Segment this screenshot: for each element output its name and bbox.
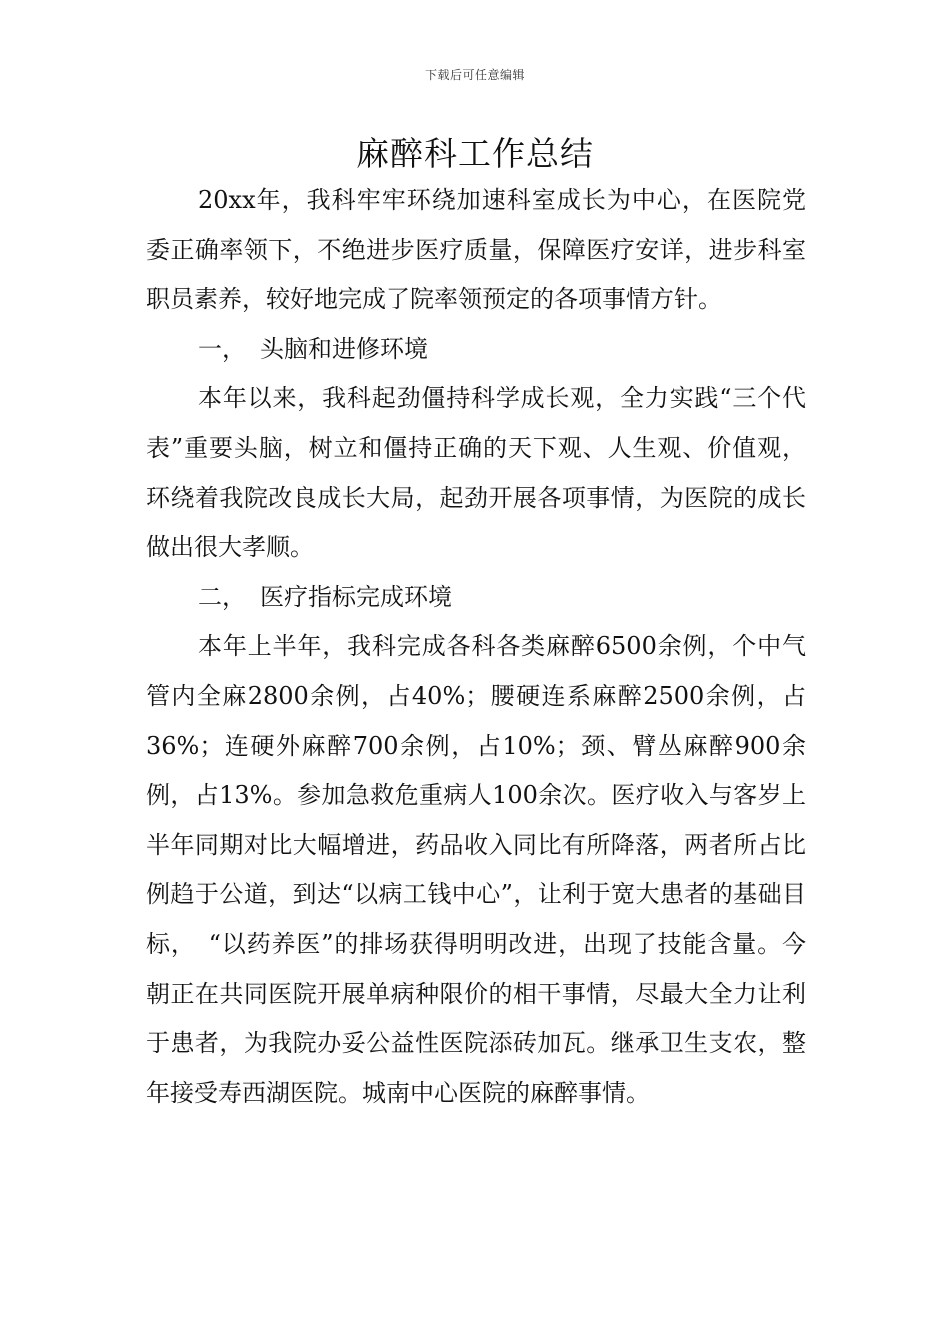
header-note: 下载后可任意编辑 xyxy=(424,68,525,82)
document-title: 麻醉科工作总结 xyxy=(356,134,594,173)
section-paragraph-2: 本年上半年，我科完成各科各类麻醉6500余例，个中气管内全麻2800余例，占40%；腰硬连系麻醉2500余例，占36%；连硬外麻醉700余例，占10%；颈、臂丛麻醉900余例，占13%。参加急救危重病人100余次。医疗收入与客岁上半年同期对比大幅增进，药品收入同比有所降落，两者所占比例趋于公道，到达“以病工钱中心”，让利于宽大患者的基础目标， “以药养医”的排场获得明明改进，出现了技能含量。今朝正在共同医院开展单病种限价的相干事情，尽最大全力让利于患者，为我院办妥公益性医院添砖加瓦。继承卫生支农，整年接受寿西湖医院。城南中心医院的麻醉事情。 xyxy=(146,632,806,1107)
section-heading-1 xyxy=(146,325,806,375)
intro-paragraph: 20xx年，我科牢牢环绕加速科室成长为中心，在医院党委正确率领下，不绝进步医疗质量，保障医疗安详，进步科室职员素养，较好地完成了院率领预定的各项事情方针。 xyxy=(146,186,806,314)
document-body xyxy=(146,176,806,1118)
section-paragraph-1: 本年以来，我科起劲僵持科学成长观，全力实践“三个代表”重要头脑，树立和僵持正确的天下观、人生观、价值观，环绕着我院改良成长大局，起劲开展各项事情，为医院的成长做出很大孝顺。 xyxy=(146,384,806,562)
section-title-1: 头脑和进修环境 xyxy=(260,334,428,363)
section-heading-2 xyxy=(146,573,806,623)
section-title-2: 医疗指标完成环境 xyxy=(260,582,452,611)
section-number-2: 二， xyxy=(198,582,246,611)
section-number-1: 一， xyxy=(198,334,246,363)
